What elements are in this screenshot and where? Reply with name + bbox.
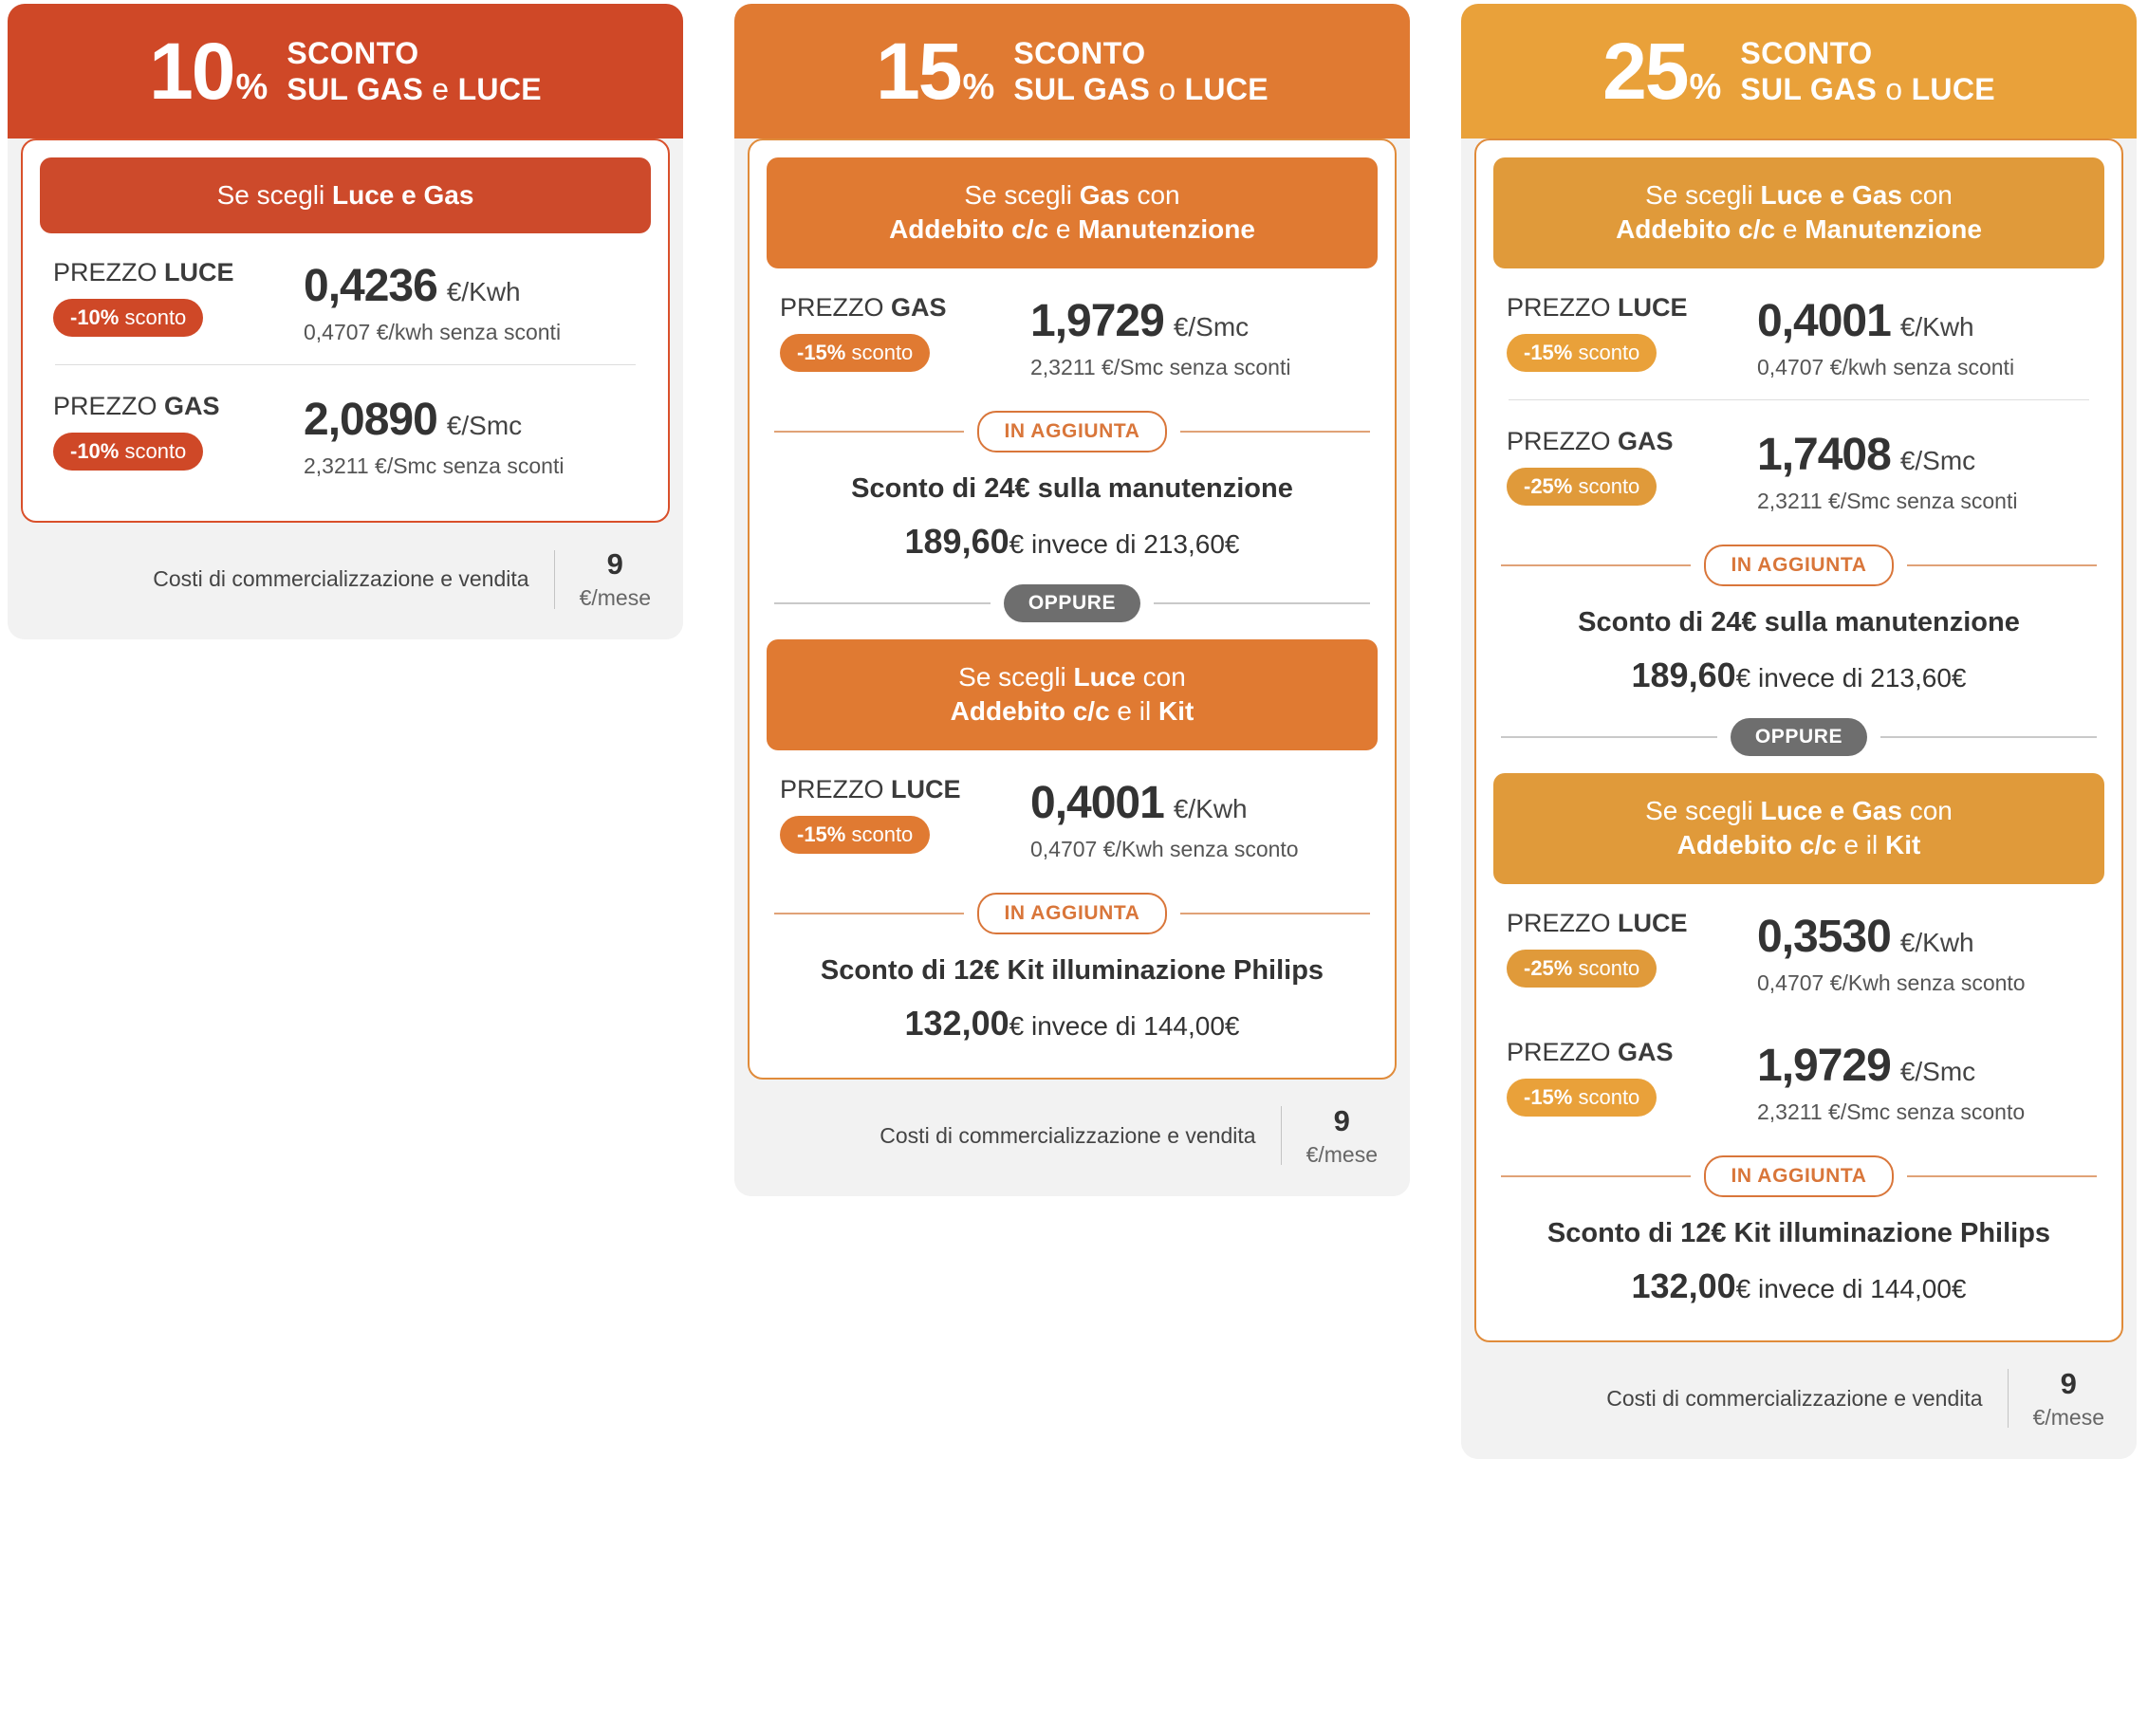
badge-text: sconto	[1572, 1084, 1640, 1109]
header-text	[1740, 36, 1995, 108]
ribbon-mid: e	[1048, 214, 1079, 245]
costs-label: Costi di commercializzazione e vendita	[153, 566, 529, 592]
price-label-pre: PREZZO	[1507, 292, 1619, 322]
price-label	[780, 293, 1017, 323]
header-line2	[1740, 72, 1995, 108]
price-right	[1757, 427, 2095, 514]
price-value: 0,3530	[1757, 911, 1891, 962]
in-aggiunta-pill: IN AGGIUNTA	[977, 411, 1166, 452]
option-ribbon-luce-kit	[767, 639, 1378, 750]
in-aggiunta-pill: IN AGGIUNTA	[977, 893, 1166, 934]
price-label	[1507, 293, 1744, 323]
badge-pct: -10%	[70, 305, 120, 330]
ribbon-suffix: con	[1129, 180, 1180, 210]
promo-price-rest: € invece di 144,00€	[1735, 1273, 1967, 1303]
price-value: 0,4001	[1757, 295, 1891, 346]
price-label-bold: LUCE	[891, 774, 961, 803]
header-line1: SCONTO	[287, 36, 419, 71]
ribbon-prefix: Se scegli	[958, 661, 1074, 692]
price-unit: €/Smc	[1899, 1056, 1976, 1086]
price-right	[1757, 909, 2095, 996]
percent-symbol: %	[962, 67, 993, 107]
ribbon-bold-3: Kit	[1158, 696, 1194, 727]
card-header-15	[734, 4, 1410, 139]
ribbon-bold-2: Addebito c/c	[1676, 830, 1837, 860]
ribbon-bold-3: Manutenzione	[1805, 214, 1982, 245]
price-left	[1507, 293, 1744, 372]
card-header-10	[8, 4, 683, 139]
price-old: 0,4707 €/kwh senza sconti	[1757, 354, 2015, 379]
price-row-gas	[40, 367, 651, 496]
header-line2	[287, 72, 542, 108]
ribbon-line1	[776, 178, 1368, 212]
promo-price	[1493, 1255, 2104, 1316]
promo-price-rest: € invece di 213,60€	[1009, 528, 1240, 559]
costs-label: Costi di commercializzazione e vendita	[880, 1122, 1256, 1148]
separator-line-right	[1907, 1175, 2097, 1177]
price-old: 2,3211 €/Smc senza sconto	[1757, 1099, 2026, 1124]
costs-label: Costi di commercializzazione e vendita	[1606, 1385, 1983, 1411]
promo-price	[1493, 644, 2104, 705]
badge-text: sconto	[1572, 955, 1640, 980]
ribbon-prefix: Se scegli	[216, 180, 332, 210]
price-row-gas	[767, 268, 1378, 397]
promo-title: Sconto di 12€ Kit illuminazione Philips	[820, 954, 1324, 986]
price-right	[1757, 293, 2095, 380]
separator-line-left	[1501, 1175, 1691, 1177]
price-label	[1507, 1038, 1744, 1067]
price-old: 2,3211 €/Smc senza sconti	[1757, 488, 2018, 513]
price-label-pre: PREZZO	[1507, 908, 1619, 937]
price-left	[780, 293, 1017, 372]
badge-pct: -15%	[797, 822, 846, 846]
separator-in-aggiunta	[1501, 1155, 2097, 1197]
price-label	[780, 775, 1017, 804]
header-text	[287, 36, 542, 108]
ribbon-line1	[1503, 794, 2095, 828]
promo-price-rest: € invece di 213,60€	[1735, 662, 1967, 693]
price-left	[1507, 1038, 1744, 1117]
offer-card-10	[8, 4, 683, 639]
badge-text: sconto	[1572, 340, 1640, 364]
costs-amount	[2033, 1367, 2104, 1431]
badge-pct: -25%	[1524, 955, 1573, 980]
badge-text: sconto	[119, 305, 187, 330]
discount-percent	[876, 27, 993, 116]
separator-line-right	[1180, 913, 1370, 914]
price-label-pre: PREZZO	[1507, 426, 1619, 455]
ribbon-bold-3: Manutenzione	[1078, 214, 1255, 245]
badge-text: sconto	[845, 822, 914, 846]
price-right	[304, 392, 641, 479]
price-label-pre: PREZZO	[53, 392, 165, 421]
discount-badge	[1507, 1079, 1657, 1117]
price-old: 0,4707 €/Kwh senza sconto	[1757, 970, 2026, 995]
discount-percent	[149, 27, 267, 116]
price-unit: €/Kwh	[1173, 793, 1248, 823]
separator-line-left	[1501, 564, 1691, 566]
price-unit: €/Smc	[1899, 445, 1976, 475]
ribbon-prefix: Se scegli	[964, 180, 1080, 210]
footer-divider	[2008, 1369, 2009, 1428]
ribbon-bold: Luce e Gas	[1760, 795, 1902, 825]
card-footer-15	[734, 1080, 1410, 1196]
price-main	[1757, 295, 2095, 347]
discount-badge	[1507, 950, 1657, 988]
price-left	[53, 258, 290, 337]
separator-line-right	[1880, 736, 2097, 738]
discount-number: 25	[1602, 27, 1688, 116]
price-label-bold: GAS	[1618, 1037, 1674, 1066]
price-value: 0,4001	[1030, 777, 1164, 828]
separator-line-right	[1180, 431, 1370, 433]
promo-title: Sconto di 12€ Kit illuminazione Philips	[1546, 1217, 2051, 1248]
promo-price	[767, 510, 1378, 571]
separator-line-left	[774, 913, 964, 914]
costs-amount	[580, 547, 651, 611]
price-value: 1,9729	[1757, 1040, 1891, 1091]
price-label-bold: GAS	[1618, 426, 1674, 455]
separator-line-left	[774, 602, 991, 604]
footer-divider	[554, 550, 555, 609]
costs-unit: €/mese	[1305, 1141, 1378, 1167]
header-line2-suffix: LUCE	[449, 72, 542, 106]
price-row-luce	[40, 233, 651, 362]
ribbon-line2	[776, 212, 1368, 247]
price-label-pre: PREZZO	[780, 292, 892, 322]
costs-value: 9	[2060, 1366, 2077, 1400]
price-main	[1757, 911, 2095, 963]
ribbon-line1	[1503, 178, 2095, 212]
separator-in-aggiunta	[774, 893, 1370, 934]
header-line2-conjunction: o	[1158, 72, 1176, 106]
price-left	[1507, 909, 1744, 988]
price-left	[1507, 427, 1744, 506]
ribbon-bold: Luce e Gas	[332, 180, 474, 210]
separator-oppure	[1501, 718, 2097, 756]
separator-in-aggiunta	[1501, 545, 2097, 586]
price-label-bold: LUCE	[164, 258, 234, 287]
ribbon-prefix: Se scegli	[1645, 795, 1761, 825]
ribbon-mid: e il	[1836, 830, 1886, 860]
ribbon-mid: e il	[1109, 696, 1159, 727]
ribbon-bold: Gas	[1079, 180, 1130, 210]
promo-price-value: 132,00	[1631, 1265, 1736, 1305]
ribbon-line2	[1503, 212, 2095, 247]
price-value: 2,0890	[304, 395, 437, 446]
discount-badge	[53, 433, 203, 471]
price-label	[1507, 427, 1744, 456]
discount-number: 15	[876, 27, 961, 116]
price-row-gas-2	[1493, 1013, 2104, 1142]
discount-badge	[53, 299, 203, 337]
price-old: 2,3211 €/Smc senza sconti	[1030, 354, 1291, 379]
promo-price-rest: € invece di 144,00€	[1009, 1010, 1240, 1041]
price-label-pre: PREZZO	[1507, 1037, 1619, 1066]
oppure-pill: OPPURE	[1004, 584, 1140, 622]
percent-symbol: %	[235, 67, 267, 107]
ribbon-line1	[776, 660, 1368, 694]
ribbon-bold-2: Addebito c/c	[889, 214, 1049, 245]
ribbon-mid: e	[1775, 214, 1805, 245]
costs-value: 9	[1333, 1103, 1350, 1137]
price-row-luce-2	[1493, 884, 2104, 1013]
price-label-pre: PREZZO	[53, 258, 165, 287]
oppure-pill: OPPURE	[1731, 718, 1867, 756]
price-value: 0,4236	[304, 261, 437, 312]
price-right	[1757, 1038, 2095, 1125]
costs-unit: €/mese	[2032, 1404, 2104, 1430]
promo-title: Sconto di 24€ sulla manutenzione	[1578, 606, 2020, 637]
card-header-25	[1461, 4, 2137, 139]
ribbon-bold-2: Addebito c/c	[1616, 214, 1776, 245]
price-old: 0,4707 €/Kwh senza sconto	[1030, 836, 1299, 861]
option-ribbon-gas-manutenzione	[767, 157, 1378, 268]
ribbon-bold: Luce	[1073, 661, 1136, 692]
header-line2-prefix: SUL GAS	[1013, 72, 1159, 106]
card-footer-10	[8, 523, 683, 639]
price-main	[304, 260, 641, 312]
price-left	[780, 775, 1017, 854]
separator-line-left	[774, 431, 964, 433]
price-main	[1030, 777, 1368, 829]
option-ribbon-luce-gas-manutenzione	[1493, 157, 2104, 268]
percent-symbol: %	[1689, 67, 1720, 107]
header-text	[1013, 36, 1268, 108]
header-line2-suffix: LUCE	[1176, 72, 1268, 106]
in-aggiunta-pill: IN AGGIUNTA	[1704, 545, 1893, 586]
badge-pct: -25%	[1524, 473, 1573, 498]
price-main	[304, 394, 641, 446]
price-label	[1507, 909, 1744, 938]
price-row-gas	[1493, 402, 2104, 531]
separator-oppure	[774, 584, 1370, 622]
price-main	[1757, 429, 2095, 481]
divider	[55, 364, 636, 365]
price-label-bold: GAS	[891, 292, 947, 322]
header-line2	[1013, 72, 1268, 108]
discount-badge	[1507, 468, 1657, 506]
header-line2-conjunction: o	[1885, 72, 1903, 106]
badge-pct: -15%	[1524, 1084, 1573, 1109]
price-old: 0,4707 €/kwh senza sconti	[304, 320, 562, 345]
price-label-pre: PREZZO	[780, 774, 892, 803]
price-unit: €/Smc	[446, 411, 523, 441]
card-body-10	[21, 139, 670, 523]
separator-line-left	[1501, 736, 1717, 738]
ribbon-line2	[776, 694, 1368, 729]
costs-unit: €/mese	[579, 585, 651, 611]
offer-card-15	[734, 4, 1410, 1196]
ribbon-suffix: con	[1901, 795, 1953, 825]
footer-divider	[1281, 1106, 1282, 1165]
ribbon-suffix: con	[1901, 180, 1953, 210]
header-line2-prefix: SUL GAS	[1740, 72, 1886, 106]
price-left	[53, 392, 290, 471]
ribbon-bold: Luce e Gas	[1760, 180, 1902, 210]
price-row-luce	[767, 750, 1378, 879]
header-line2-conjunction: e	[432, 72, 450, 106]
option-ribbon-luce-gas-kit	[1493, 773, 2104, 884]
offer-card-25	[1461, 4, 2137, 1459]
price-label-bold: GAS	[164, 392, 220, 421]
ribbon-line2	[1503, 828, 2095, 862]
card-body-15	[748, 139, 1397, 1080]
price-value: 1,9729	[1030, 295, 1164, 346]
price-main	[1757, 1040, 2095, 1092]
card-footer-25	[1461, 1342, 2137, 1459]
separator-line-right	[1907, 564, 2097, 566]
option-ribbon-luce-e-gas	[40, 157, 651, 233]
costs-amount	[1306, 1104, 1378, 1168]
price-main	[1030, 295, 1368, 347]
badge-pct: -10%	[70, 439, 120, 464]
card-body-25	[1474, 139, 2123, 1342]
discount-badge	[1507, 334, 1657, 372]
separator-in-aggiunta	[774, 411, 1370, 452]
badge-text: sconto	[119, 439, 187, 464]
promo-price	[767, 992, 1378, 1053]
price-label	[53, 258, 290, 287]
promo-price-value: 189,60	[904, 521, 1009, 561]
header-line2-suffix: LUCE	[1902, 72, 1995, 106]
in-aggiunta-pill: IN AGGIUNTA	[1704, 1155, 1893, 1197]
badge-text: sconto	[845, 340, 914, 364]
header-line1: SCONTO	[1740, 36, 1873, 71]
price-label-bold: LUCE	[1618, 292, 1688, 322]
costs-value: 9	[606, 547, 623, 582]
price-right	[1030, 775, 1368, 862]
separator-line-right	[1154, 602, 1370, 604]
badge-pct: -15%	[1524, 340, 1573, 364]
price-right	[304, 258, 641, 345]
promo-title: Sconto di 24€ sulla manutenzione	[851, 472, 1293, 504]
discount-badge	[780, 816, 930, 854]
badge-text: sconto	[1572, 473, 1640, 498]
ribbon-prefix: Se scegli	[1645, 180, 1761, 210]
discount-badge	[780, 334, 930, 372]
price-row-luce	[1493, 268, 2104, 397]
price-label	[53, 392, 290, 421]
promo-price-value: 132,00	[904, 1003, 1009, 1043]
promo-price-value: 189,60	[1631, 655, 1736, 694]
ribbon-bold-3: Kit	[1885, 830, 1921, 860]
price-unit: €/Smc	[1173, 311, 1250, 342]
price-unit: €/Kwh	[446, 277, 521, 307]
price-unit: €/Kwh	[1899, 927, 1974, 957]
divider	[1509, 399, 2089, 400]
price-old: 2,3211 €/Smc senza sconti	[304, 453, 565, 479]
badge-pct: -15%	[797, 340, 846, 364]
price-unit: €/Kwh	[1899, 311, 1974, 342]
discount-percent	[1602, 27, 1720, 116]
header-line1: SCONTO	[1013, 36, 1146, 71]
price-right	[1030, 293, 1368, 380]
ribbon-suffix: con	[1135, 661, 1186, 692]
discount-number: 10	[149, 27, 234, 116]
header-line2-prefix: SUL GAS	[287, 72, 433, 106]
price-value: 1,7408	[1757, 429, 1891, 480]
price-label-bold: LUCE	[1618, 908, 1688, 937]
ribbon-bold-2: Addebito c/c	[950, 696, 1110, 727]
